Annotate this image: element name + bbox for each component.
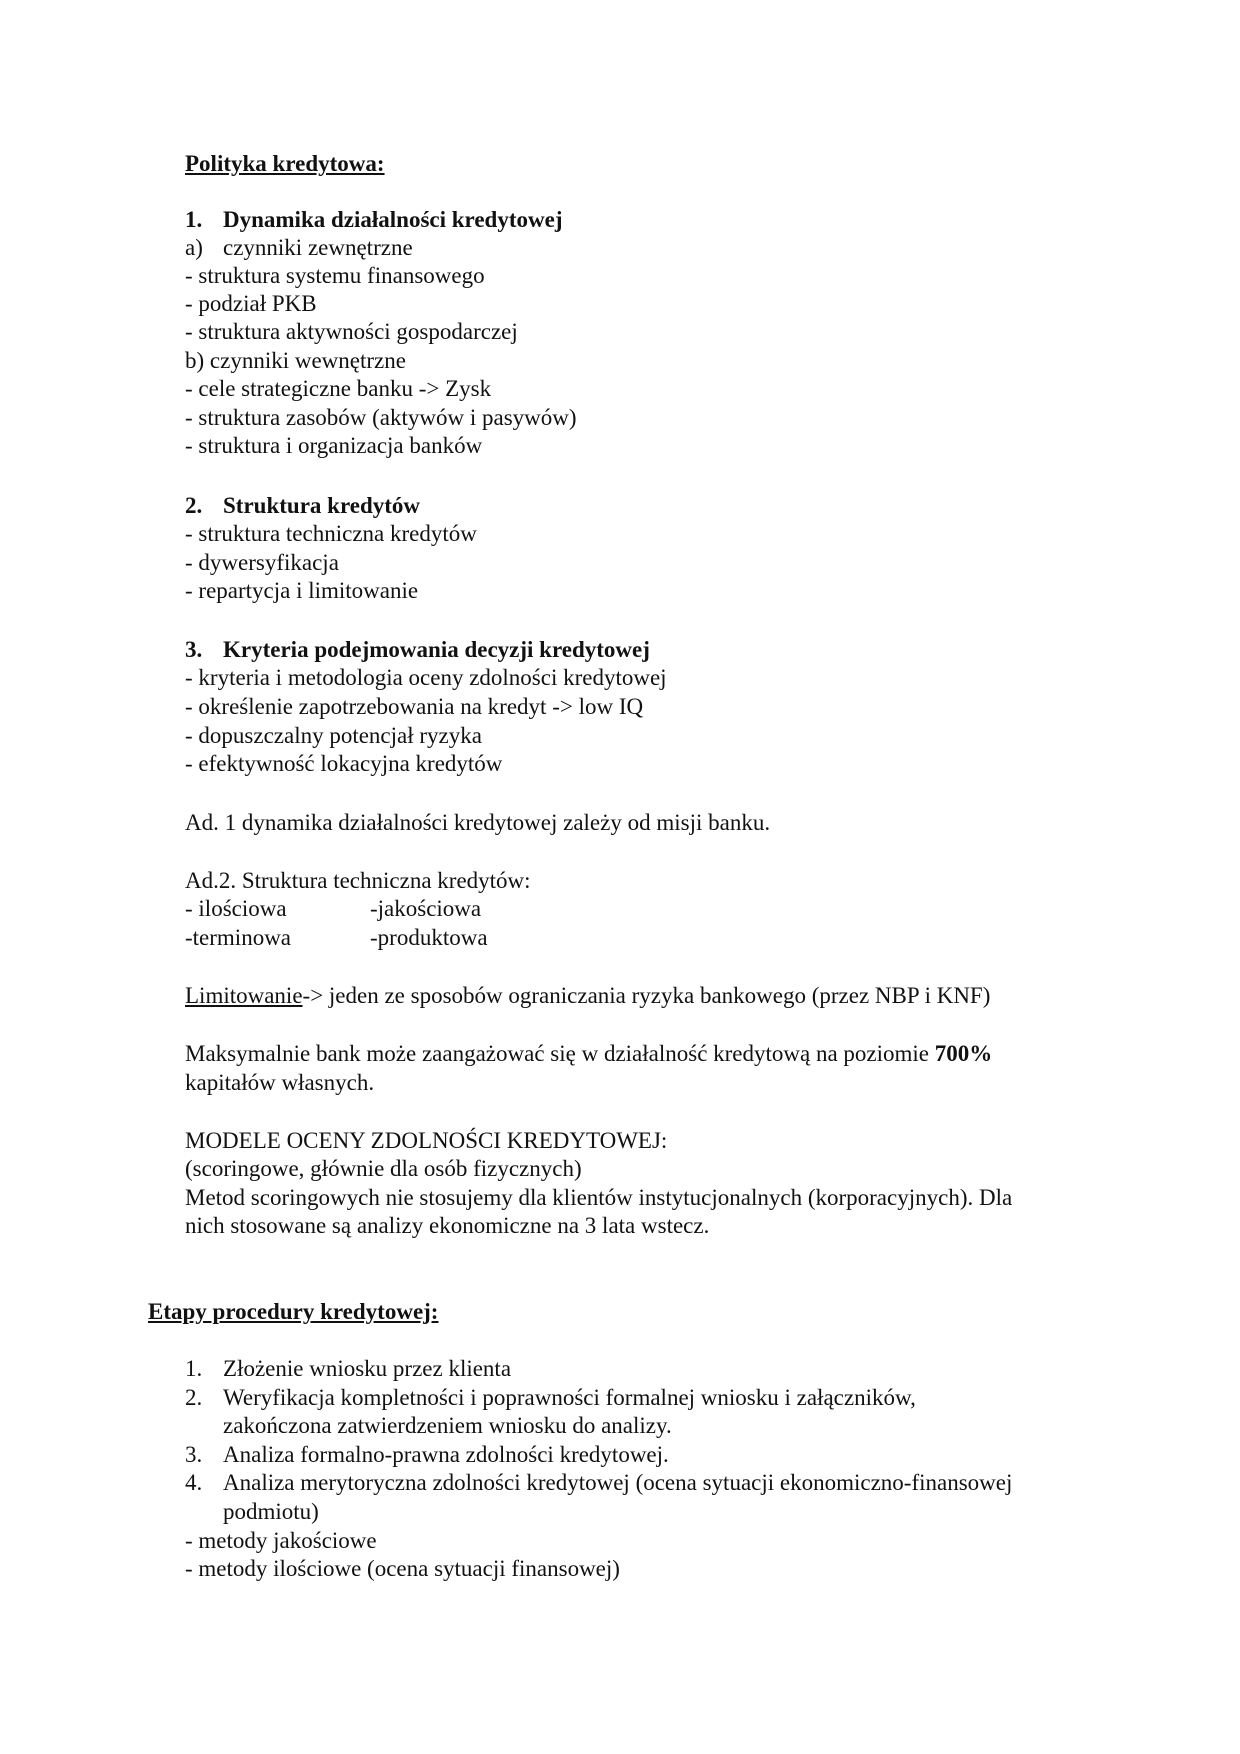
list-item: - dopuszczalny potencjał ryzyka: [185, 723, 482, 748]
list-item: - metody ilościowe (ocena sytuacji finansowej): [185, 1556, 620, 1581]
step-number: 4.: [185, 1470, 203, 1495]
section-1-heading: [185, 206, 562, 234]
step-text: Weryfikacja kompletności i poprawności formalnej wniosku i załączników,: [223, 1385, 916, 1410]
models-title: MODELE OCENY ZDOLNOŚCI KREDYTOWEJ:: [185, 1128, 668, 1153]
step-text: Złożenie wniosku przez klienta: [223, 1356, 512, 1381]
ad-1-paragraph: Ad. 1 dynamika działalności kredytowej zależy od misji banku.: [185, 810, 771, 835]
section-3-title: Kryteria podejmowania decyzji kredytowej: [223, 637, 650, 662]
list-item: - struktura i organizacja banków: [185, 433, 483, 458]
models-line-2: (scoringowe, głównie dla osób fizycznych): [185, 1156, 582, 1181]
page-heading: Polityka kredytowa:: [185, 151, 385, 176]
section-3-heading: [185, 636, 650, 664]
max-paragraph-line-2: kapitałów własnych.: [185, 1070, 375, 1095]
list-item: - określenie zapotrzebowania na kredyt -> low IQ: [185, 694, 644, 719]
step-3: [185, 1441, 669, 1469]
step-2: [185, 1384, 916, 1412]
list-item: - struktura zasobów (aktywów i pasywów): [185, 405, 577, 430]
step-number: 2.: [185, 1385, 203, 1410]
list-item: - kryteria i metodologia oceny zdolności kredytowej: [185, 665, 667, 690]
section-2-heading: [185, 492, 420, 520]
step-number: 1.: [185, 1356, 203, 1381]
list-item: - dywersyfikacja: [185, 550, 339, 575]
ad-2-row-2-left: -terminowa: [185, 925, 292, 950]
ad-2-title: Ad.2. Struktura techniczna kredytów:: [185, 868, 531, 893]
section-2-title: Struktura kredytów: [223, 493, 421, 518]
section-2-number: 2.: [185, 493, 203, 518]
step-2-continuation: zakończona zatwierdzeniem wniosku do analizy.: [223, 1413, 672, 1438]
max-value: 700%: [934, 1041, 993, 1066]
ad-2-row-2-right: -produktowa: [370, 925, 488, 950]
list-item: - struktura aktywności gospodarczej: [185, 319, 518, 344]
section-heading-etapy: Etapy procedury kredytowej:: [148, 1299, 439, 1324]
section-1-a-label: a): [185, 235, 203, 260]
section-1-title: Dynamika działalności kredytowej: [223, 207, 563, 232]
list-item: - struktura systemu finansowego: [185, 263, 485, 288]
step-4: [185, 1469, 1012, 1497]
section-1-a: [185, 234, 413, 262]
list-item: - metody jakościowe: [185, 1528, 377, 1553]
section-1-b: b) czynniki wewnętrzne: [185, 348, 406, 373]
models-line-4: nich stosowane są analizy ekonomiczne na 3 lata wstecz.: [185, 1213, 710, 1238]
limit-text: -> jeden ze sposobów ograniczania ryzyka bankowego (przez NBP i KNF): [302, 983, 991, 1008]
step-number: 3.: [185, 1442, 203, 1467]
ad-2-row-1-right: -jakościowa: [370, 896, 482, 921]
max-text: Maksymalnie bank może zaangażować się w działalność kredytową na poziomie: [185, 1041, 935, 1066]
list-item: - efektywność lokacyjna kredytów: [185, 751, 503, 776]
section-3-number: 3.: [185, 637, 203, 662]
section-1-number: 1.: [185, 207, 203, 232]
step-4-continuation: podmiotu): [223, 1499, 319, 1524]
step-1: [185, 1355, 511, 1383]
limit-term: Limitowanie: [185, 983, 303, 1008]
max-paragraph-line-1: [185, 1040, 992, 1068]
models-line-3: Metod scoringowych nie stosujemy dla klientów instytucjonalnych (korporacyjnych). Dla: [185, 1185, 1013, 1210]
step-text: Analiza formalno-prawna zdolności kredytowej.: [223, 1442, 669, 1467]
limit-paragraph: [185, 982, 990, 1010]
section-1-a-text: czynniki zewnętrzne: [223, 235, 413, 260]
ad-2-row-1-left: - ilościowa: [185, 896, 287, 921]
step-text: Analiza merytoryczna zdolności kredytowej (ocena sytuacji ekonomiczno-finansowej: [223, 1470, 1013, 1495]
list-item: - repartycja i limitowanie: [185, 578, 419, 603]
list-item: - podział PKB: [185, 291, 317, 316]
list-item: - struktura techniczna kredytów: [185, 521, 477, 546]
list-item: - cele strategiczne banku -> Zysk: [185, 376, 492, 401]
